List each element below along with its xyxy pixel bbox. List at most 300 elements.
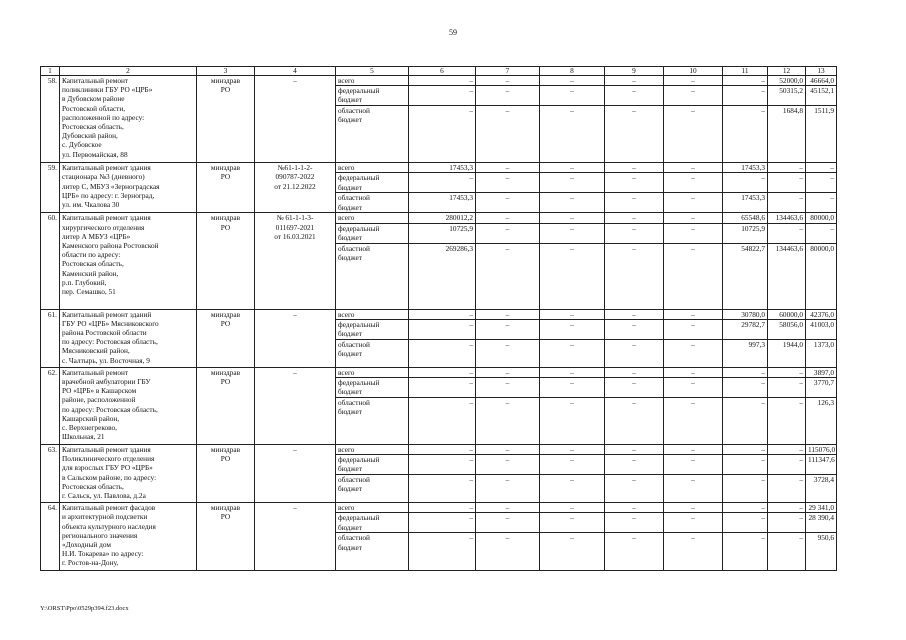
amount-cell: –	[664, 475, 723, 503]
text-line: для взрослых ГБУ РО «ЦРБ»	[62, 463, 153, 473]
text-line: федеральный	[338, 86, 380, 96]
text-line: бюджет	[338, 329, 362, 339]
amount-cell: –	[476, 455, 540, 475]
amount-cell: 111347,6	[806, 455, 837, 475]
amount-cell: –	[664, 86, 723, 106]
text-line: Каменского района Ростовской	[62, 241, 159, 251]
row-number: 60.	[41, 213, 60, 309]
text-line: федеральный	[338, 378, 380, 388]
text-line: всего	[338, 503, 355, 513]
funding-source	[336, 163, 409, 173]
text-line: Кашарский район,	[62, 413, 120, 423]
amount-cell: 41003,0	[806, 319, 837, 339]
text-line: РО	[220, 222, 231, 232]
amount-cell: –	[409, 76, 476, 86]
text-line: областной	[338, 243, 370, 253]
amount-cell: –	[605, 163, 664, 173]
amount-cell: –	[768, 475, 806, 503]
amount-cell: –	[605, 173, 664, 193]
amount-cell: –	[476, 163, 540, 173]
funding-source	[336, 309, 409, 319]
column-number-cell: 10	[664, 67, 723, 76]
amount-cell: –	[540, 106, 605, 163]
funding-source	[336, 367, 409, 377]
amount-cell: –	[540, 86, 605, 106]
amount-cell: –	[476, 367, 540, 377]
amount-cell: –	[605, 367, 664, 377]
text-line: минздрав	[210, 445, 241, 455]
text-line: объекта культурного наследия	[62, 521, 156, 531]
text-line: бюджет	[338, 387, 362, 397]
amount-cell: –	[723, 367, 768, 377]
table-row	[41, 309, 837, 319]
amount-cell: –	[664, 319, 723, 339]
object-description	[60, 309, 197, 367]
amount-cell: –	[540, 193, 605, 213]
row-number: 58.	[41, 76, 60, 163]
amount-cell: –	[768, 173, 806, 193]
amount-cell: –	[768, 163, 806, 173]
amount-cell: –	[476, 86, 540, 106]
text-line: ЦРБ» по адресу: г. Зерноград,	[62, 190, 155, 200]
amount-cell: –	[605, 213, 664, 223]
amount-cell: –	[768, 455, 806, 475]
amount-cell: 17453,3	[409, 163, 476, 173]
amount-cell: –	[476, 378, 540, 398]
amount-cell: 80000,0	[806, 213, 837, 223]
amount-cell: –	[664, 243, 723, 309]
text-line: Капитальный ремонт	[62, 367, 129, 377]
text-line: от 16.03.2021	[274, 231, 316, 241]
amount-cell: –	[664, 445, 723, 455]
responsible-organization	[197, 445, 255, 503]
amount-cell: –	[409, 309, 476, 319]
text-line: всего	[338, 76, 355, 85]
amount-cell: 134463,6	[768, 213, 806, 223]
amount-cell: –	[664, 106, 723, 163]
amount-cell: –	[605, 309, 664, 319]
text-line: минздрав	[210, 163, 241, 173]
funding-source	[336, 76, 409, 86]
amount-cell: –	[540, 339, 605, 367]
amount-cell: 280012,2	[409, 213, 476, 223]
table-row	[41, 163, 837, 173]
text-line: №61-1-1-2-	[277, 163, 313, 173]
object-description	[60, 367, 197, 444]
amount-cell: 17453,3	[723, 193, 768, 213]
text-line: от 21.12.2022	[274, 181, 316, 191]
text-line: Каменский район,	[62, 268, 119, 278]
text-line: всего	[338, 213, 355, 223]
text-line: ул. им. Чкалова 30	[62, 200, 120, 210]
amount-cell: –	[664, 163, 723, 173]
amount-cell: –	[476, 213, 540, 223]
amount-cell: 134463,6	[768, 243, 806, 309]
text-line: Капитальный ремонт здания	[62, 213, 151, 223]
text-line: по адресу: Ростовская область,	[62, 404, 158, 414]
amount-cell: –	[540, 378, 605, 398]
amount-cell: –	[723, 445, 768, 455]
responsible-organization	[197, 76, 255, 163]
amount-cell: –	[768, 533, 806, 571]
amount-cell: –	[409, 455, 476, 475]
funding-source	[336, 378, 409, 398]
amount-cell: 269286,3	[409, 243, 476, 309]
table-row	[41, 445, 837, 455]
amount-cell: –	[605, 503, 664, 513]
text-line: –	[293, 309, 297, 319]
text-line: –	[293, 367, 297, 377]
amount-cell: –	[768, 513, 806, 533]
text-line: по адресу: Ростовская область,	[62, 337, 158, 347]
object-description	[60, 503, 197, 571]
expertise-document	[255, 163, 336, 213]
row-number: 62.	[41, 367, 60, 444]
amount-cell: –	[605, 475, 664, 503]
table-body	[41, 67, 837, 571]
table-row	[41, 503, 837, 513]
amount-cell: –	[664, 503, 723, 513]
amount-cell: –	[476, 503, 540, 513]
amount-cell: –	[476, 513, 540, 533]
funding-source	[336, 455, 409, 475]
amount-cell: 58056,0	[768, 319, 806, 339]
amount-cell: –	[476, 533, 540, 571]
amount-cell: 950,6	[806, 533, 837, 571]
amount-cell: –	[768, 445, 806, 455]
column-number-cell: 12	[768, 67, 806, 76]
amount-cell: –	[605, 243, 664, 309]
text-line: в Сальском районе, по адресу:	[62, 472, 157, 482]
amount-cell: –	[806, 223, 837, 243]
row-number: 64.	[41, 503, 60, 571]
amount-cell: 3728,4	[806, 475, 837, 503]
amount-cell: –	[806, 173, 837, 193]
amount-cell: 60000,0	[768, 309, 806, 319]
column-number-cell: 2	[60, 67, 197, 76]
row-number: 59.	[41, 163, 60, 213]
column-number-cell: 7	[476, 67, 540, 76]
funding-source	[336, 445, 409, 455]
funding-source	[336, 513, 409, 533]
responsible-organization	[197, 213, 255, 309]
object-description	[60, 213, 197, 309]
amount-cell: –	[605, 533, 664, 571]
text-line: Капитальный ремонт здания	[62, 163, 151, 173]
amount-cell: 50315,2	[768, 86, 806, 106]
text-line: Ростовской области,	[62, 103, 126, 113]
amount-cell: –	[476, 319, 540, 339]
amount-cell: 28 390,4	[806, 513, 837, 533]
responsible-organization	[197, 503, 255, 571]
amount-cell: –	[768, 193, 806, 213]
budget-table	[40, 66, 837, 571]
text-line: федеральный	[338, 513, 380, 523]
text-line: всего	[338, 309, 355, 319]
amount-cell: –	[409, 106, 476, 163]
expertise-document	[255, 367, 336, 444]
text-line: пер. Семашко, 51	[62, 287, 116, 297]
amount-cell: –	[540, 445, 605, 455]
amount-cell: –	[409, 367, 476, 377]
amount-cell: –	[540, 163, 605, 173]
column-number-cell: 11	[723, 67, 768, 76]
amount-cell: 42376,0	[806, 309, 837, 319]
amount-cell: –	[409, 445, 476, 455]
amount-cell: –	[476, 223, 540, 243]
amount-cell: –	[476, 106, 540, 163]
funding-source	[336, 223, 409, 243]
amount-cell: –	[723, 475, 768, 503]
amount-cell: 30780,0	[723, 309, 768, 319]
amount-cell: –	[723, 378, 768, 398]
amount-cell: 1511,9	[806, 106, 837, 163]
amount-cell: –	[540, 455, 605, 475]
text-line: регионального значения	[62, 530, 138, 540]
table-row	[41, 76, 837, 86]
text-line: литер С, МБУЗ «Зерноградская	[62, 181, 160, 191]
amount-cell: –	[723, 455, 768, 475]
text-line: минздрав	[210, 367, 241, 377]
amount-cell: –	[605, 193, 664, 213]
amount-cell: –	[723, 513, 768, 533]
text-line: бюджет	[338, 232, 362, 242]
amount-cell: –	[409, 513, 476, 533]
text-line: ГБУ РО «ЦРБ» Мясниковского	[62, 318, 159, 328]
amount-cell: –	[768, 378, 806, 398]
amount-cell: –	[409, 319, 476, 339]
text-line: федеральный	[338, 223, 380, 233]
amount-cell: –	[605, 445, 664, 455]
amount-cell: –	[605, 76, 664, 86]
funding-source	[336, 475, 409, 503]
amount-cell: –	[409, 398, 476, 445]
amount-cell: –	[540, 475, 605, 503]
column-number-cell: 3	[197, 67, 255, 76]
text-line: минздрав	[210, 503, 241, 513]
amount-cell: –	[540, 76, 605, 86]
funding-source	[336, 86, 409, 106]
text-line: № 61-1-1-3-	[276, 213, 314, 223]
amount-cell: –	[476, 475, 540, 503]
column-number-cell: 1	[41, 67, 60, 76]
text-line: Школьная, 21	[62, 432, 105, 442]
amount-cell: –	[409, 86, 476, 106]
text-line: РО «ЦРБ» в Кашарском	[62, 386, 137, 396]
text-line: хирургического отделения	[62, 222, 145, 232]
amount-cell: –	[664, 367, 723, 377]
object-description	[60, 163, 197, 213]
amount-cell: –	[723, 173, 768, 193]
text-line: Капитальный ремонт	[62, 76, 129, 85]
funding-source	[336, 243, 409, 309]
amount-cell: –	[768, 367, 806, 377]
amount-cell: –	[540, 243, 605, 309]
text-line: литер А МБУЗ «ЦРБ»	[62, 231, 131, 241]
object-description	[60, 76, 197, 163]
text-line: Капитальный ремонт зданий	[62, 309, 152, 319]
text-line: Ростовская область,	[62, 481, 124, 491]
funding-source	[336, 339, 409, 367]
text-line: РО	[220, 512, 231, 522]
amount-cell: 10725,9	[723, 223, 768, 243]
amount-cell: 29782,7	[723, 319, 768, 339]
amount-cell: 17453,3	[723, 163, 768, 173]
text-line: РО	[220, 454, 231, 464]
text-line: области по адресу:	[62, 250, 121, 260]
amount-cell: –	[605, 378, 664, 398]
footer-filepath: Y:\ORST\Ppo\0529p394.f23.docx	[40, 605, 129, 612]
text-line: областной	[338, 339, 370, 349]
amount-cell: –	[409, 533, 476, 571]
amount-cell: 1684,8	[768, 106, 806, 163]
text-line: РО	[220, 172, 231, 182]
amount-cell: –	[540, 319, 605, 339]
amount-cell: –	[540, 213, 605, 223]
amount-cell: –	[476, 339, 540, 367]
amount-cell: –	[540, 309, 605, 319]
text-line: минздрав	[210, 213, 241, 223]
amount-cell: –	[476, 445, 540, 455]
table-row	[41, 213, 837, 223]
amount-cell: 46664,0	[806, 76, 837, 86]
amount-cell: –	[723, 533, 768, 571]
text-line: Ростовская область,	[62, 259, 124, 269]
text-line: бюджет	[338, 349, 362, 359]
text-line: Поликлинического отделения	[62, 454, 155, 464]
amount-cell: 10725,9	[409, 223, 476, 243]
text-line: –	[293, 76, 297, 85]
row-number: 61.	[41, 309, 60, 367]
text-line: бюджет	[338, 95, 362, 105]
text-line: бюджет	[338, 542, 362, 552]
text-line: бюджет	[338, 252, 362, 262]
amount-cell: –	[605, 223, 664, 243]
text-line: РО	[220, 318, 231, 328]
amount-cell: –	[540, 533, 605, 571]
text-line: бюджет	[338, 202, 362, 212]
text-line: федеральный	[338, 319, 380, 329]
amount-cell: –	[806, 163, 837, 173]
amount-cell: –	[476, 173, 540, 193]
amount-cell: –	[605, 339, 664, 367]
amount-cell: –	[768, 223, 806, 243]
amount-cell: –	[723, 398, 768, 445]
column-number-cell: 9	[605, 67, 664, 76]
amount-cell: –	[664, 173, 723, 193]
column-number-cell: 5	[336, 67, 409, 76]
text-line: в Дубовском районе	[62, 94, 125, 104]
amount-cell: –	[540, 503, 605, 513]
text-line: бюджет	[338, 407, 362, 417]
amount-cell: –	[664, 193, 723, 213]
amount-cell: –	[723, 76, 768, 86]
text-line: минздрав	[210, 76, 241, 85]
amount-cell: 997,3	[723, 339, 768, 367]
amount-cell: –	[664, 339, 723, 367]
responsible-organization	[197, 163, 255, 213]
text-line: «Доходный дом	[62, 540, 111, 550]
column-number-cell: 4	[255, 67, 336, 76]
funding-source	[336, 503, 409, 513]
text-line: минздрав	[210, 309, 241, 319]
text-line: района Ростовской области	[62, 328, 147, 338]
amount-cell: –	[540, 223, 605, 243]
amount-cell: –	[605, 319, 664, 339]
amount-cell: –	[476, 398, 540, 445]
amount-cell: 80000,0	[806, 243, 837, 309]
amount-cell: –	[768, 503, 806, 513]
text-line: всего	[338, 367, 355, 377]
amount-cell: –	[664, 309, 723, 319]
text-line: –	[293, 445, 297, 455]
text-line: и архитектурной подсветки	[62, 512, 148, 522]
amount-cell: –	[664, 76, 723, 86]
amount-cell: 54822,7	[723, 243, 768, 309]
text-line: Капитальный ремонт здания	[62, 445, 151, 455]
text-line: г. Ростов-на-Дону,	[62, 558, 119, 568]
funding-source	[336, 533, 409, 571]
amount-cell: –	[540, 513, 605, 533]
amount-cell: –	[476, 309, 540, 319]
funding-source	[336, 398, 409, 445]
text-line: ул. Первомайская, 88	[62, 149, 128, 159]
amount-cell: –	[605, 513, 664, 533]
amount-cell: –	[723, 503, 768, 513]
text-line: РО	[220, 85, 231, 95]
amount-cell: 1373,0	[806, 339, 837, 367]
object-description	[60, 445, 197, 503]
funding-source	[336, 173, 409, 193]
text-line: расположенной по адресу:	[62, 112, 145, 122]
text-line: всего	[338, 445, 355, 455]
amount-cell: 52000,0	[768, 76, 806, 86]
amount-cell: –	[768, 398, 806, 445]
text-line: Капитальный ремонт фасадов	[62, 503, 156, 513]
column-number-row	[41, 67, 837, 76]
amount-cell: –	[664, 455, 723, 475]
expertise-document	[255, 76, 336, 163]
text-line: областной	[338, 106, 370, 116]
text-line: с. Дубовское	[62, 140, 102, 150]
amount-cell: –	[409, 378, 476, 398]
text-line: р.п. Глубокий,	[62, 277, 107, 287]
amount-cell: –	[540, 173, 605, 193]
funding-source	[336, 193, 409, 213]
text-line: бюджет	[338, 484, 362, 494]
amount-cell: 1944,0	[768, 339, 806, 367]
amount-cell: –	[409, 339, 476, 367]
text-line: областной	[338, 398, 370, 408]
expertise-document	[255, 445, 336, 503]
text-line: г. Сальск, ул. Павлова, д.2а	[62, 491, 146, 501]
amount-cell: –	[605, 86, 664, 106]
expertise-document	[255, 503, 336, 571]
amount-cell: –	[605, 398, 664, 445]
text-line: бюджет	[338, 115, 362, 125]
text-line: бюджет	[338, 522, 362, 532]
amount-cell: 29 341,0	[806, 503, 837, 513]
amount-cell: –	[664, 223, 723, 243]
amount-cell: 126,3	[806, 398, 837, 445]
amount-cell: –	[476, 193, 540, 213]
amount-cell: –	[540, 367, 605, 377]
amount-cell: –	[664, 213, 723, 223]
text-line: Ростовская область,	[62, 122, 124, 132]
column-number-cell: 6	[409, 67, 476, 76]
column-number-cell: 13	[806, 67, 837, 76]
text-line: федеральный	[338, 173, 380, 183]
